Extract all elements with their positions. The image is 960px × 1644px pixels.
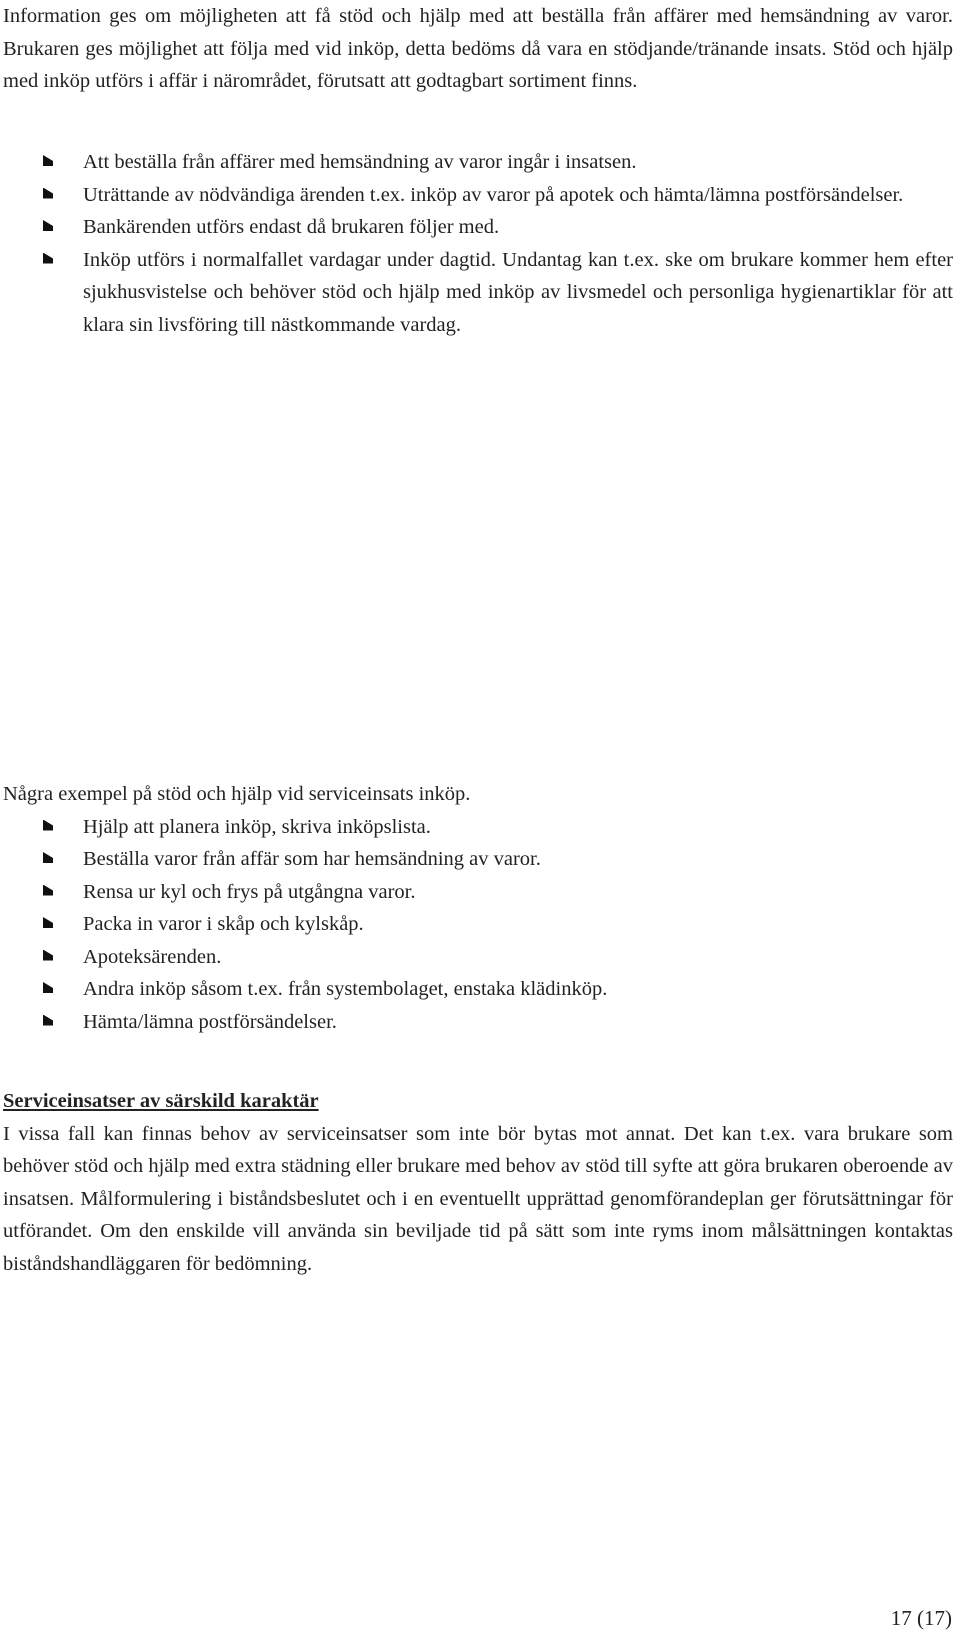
square-bullet-icon — [43, 852, 53, 863]
square-bullet-icon — [43, 950, 53, 961]
section-heading: Serviceinsatser av särskild karaktär — [3, 1090, 319, 1112]
square-bullet-icon — [43, 982, 53, 993]
square-bullet-icon — [43, 155, 53, 166]
list-item: Apoteksärenden. — [3, 941, 953, 974]
special-services-section — [3, 1085, 953, 1280]
examples-intro: Några exempel på stöd och hjälp vid serviceinsats inköp. — [3, 783, 471, 805]
square-bullet-icon — [43, 1015, 53, 1026]
list-item: Att beställa från affärer med hemsändning av varor ingår i insatsen. — [3, 146, 953, 179]
square-bullet-icon — [43, 917, 53, 928]
list-item: Andra inköp såsom t.ex. från systembolaget, enstaka klädinköp. — [3, 973, 953, 1006]
list-item: Bankärenden utförs endast då brukaren följer med. — [3, 211, 953, 244]
shopping-rules-list — [3, 146, 953, 341]
list-item: Uträttande av nödvändiga ärenden t.ex. inköp av varor på apotek och hämta/lämna postförsändelser. — [3, 179, 953, 212]
square-bullet-icon — [43, 253, 53, 264]
square-bullet-icon — [43, 885, 53, 896]
list-item: Inköp utförs i normalfallet vardagar under dagtid. Undantag kan t.ex. ske om brukare kommer hem efter sjukhusvistelse och behöver stöd och hjälp med inköp av livsmedel och personliga hygienartiklar för att klara sin livsföring till nästkommande vardag. — [3, 244, 953, 342]
examples-section — [3, 778, 953, 1038]
square-bullet-icon — [43, 220, 53, 231]
list-item: Packa in varor i skåp och kylskåp. — [3, 908, 953, 941]
list-item: Beställa varor från affär som har hemsändning av varor. — [3, 843, 953, 876]
list-item: Hjälp att planera inköp, skriva inköpslista. — [3, 811, 953, 844]
page-number: 17 (17) — [890, 1606, 952, 1630]
intro-paragraph: Information ges om möjligheten att få stöd och hjälp med att beställa från affärer med hemsändning av varor. Brukaren ges möjlighet att följa med vid inköp, detta bedöms då vara en stödjande/tränande insats. Stöd och hjälp med inköp utförs i affär i närområdet, förutsatt att godtagbart sortiment finns. — [3, 5, 953, 92]
square-bullet-icon — [43, 820, 53, 831]
examples-list — [3, 811, 953, 1039]
list-item: Rensa ur kyl och frys på utgångna varor. — [3, 876, 953, 909]
section-paragraph: I vissa fall kan finnas behov av serviceinsatser som inte bör bytas mot annat. Det kan t.ex. vara brukare som behöver stöd och hjälp med extra städning eller brukare med behov av stöd till syfte att göra brukaren oberoende av insatsen. Målformulering i biståndsbeslutet och i en eventuellt upprättad genomförandeplan ger förutsättningar för utförandet. Om den enskilde vill använda sin beviljade tid på sätt som inte ryms inom målsättningen kontaktas biståndshandläggaren för bedömning. — [3, 1122, 953, 1275]
list-item: Hämta/lämna postförsändelser. — [3, 1006, 953, 1039]
intro-section — [3, 0, 953, 98]
square-bullet-icon — [43, 188, 53, 199]
shopping-rules-list-section — [3, 146, 953, 341]
